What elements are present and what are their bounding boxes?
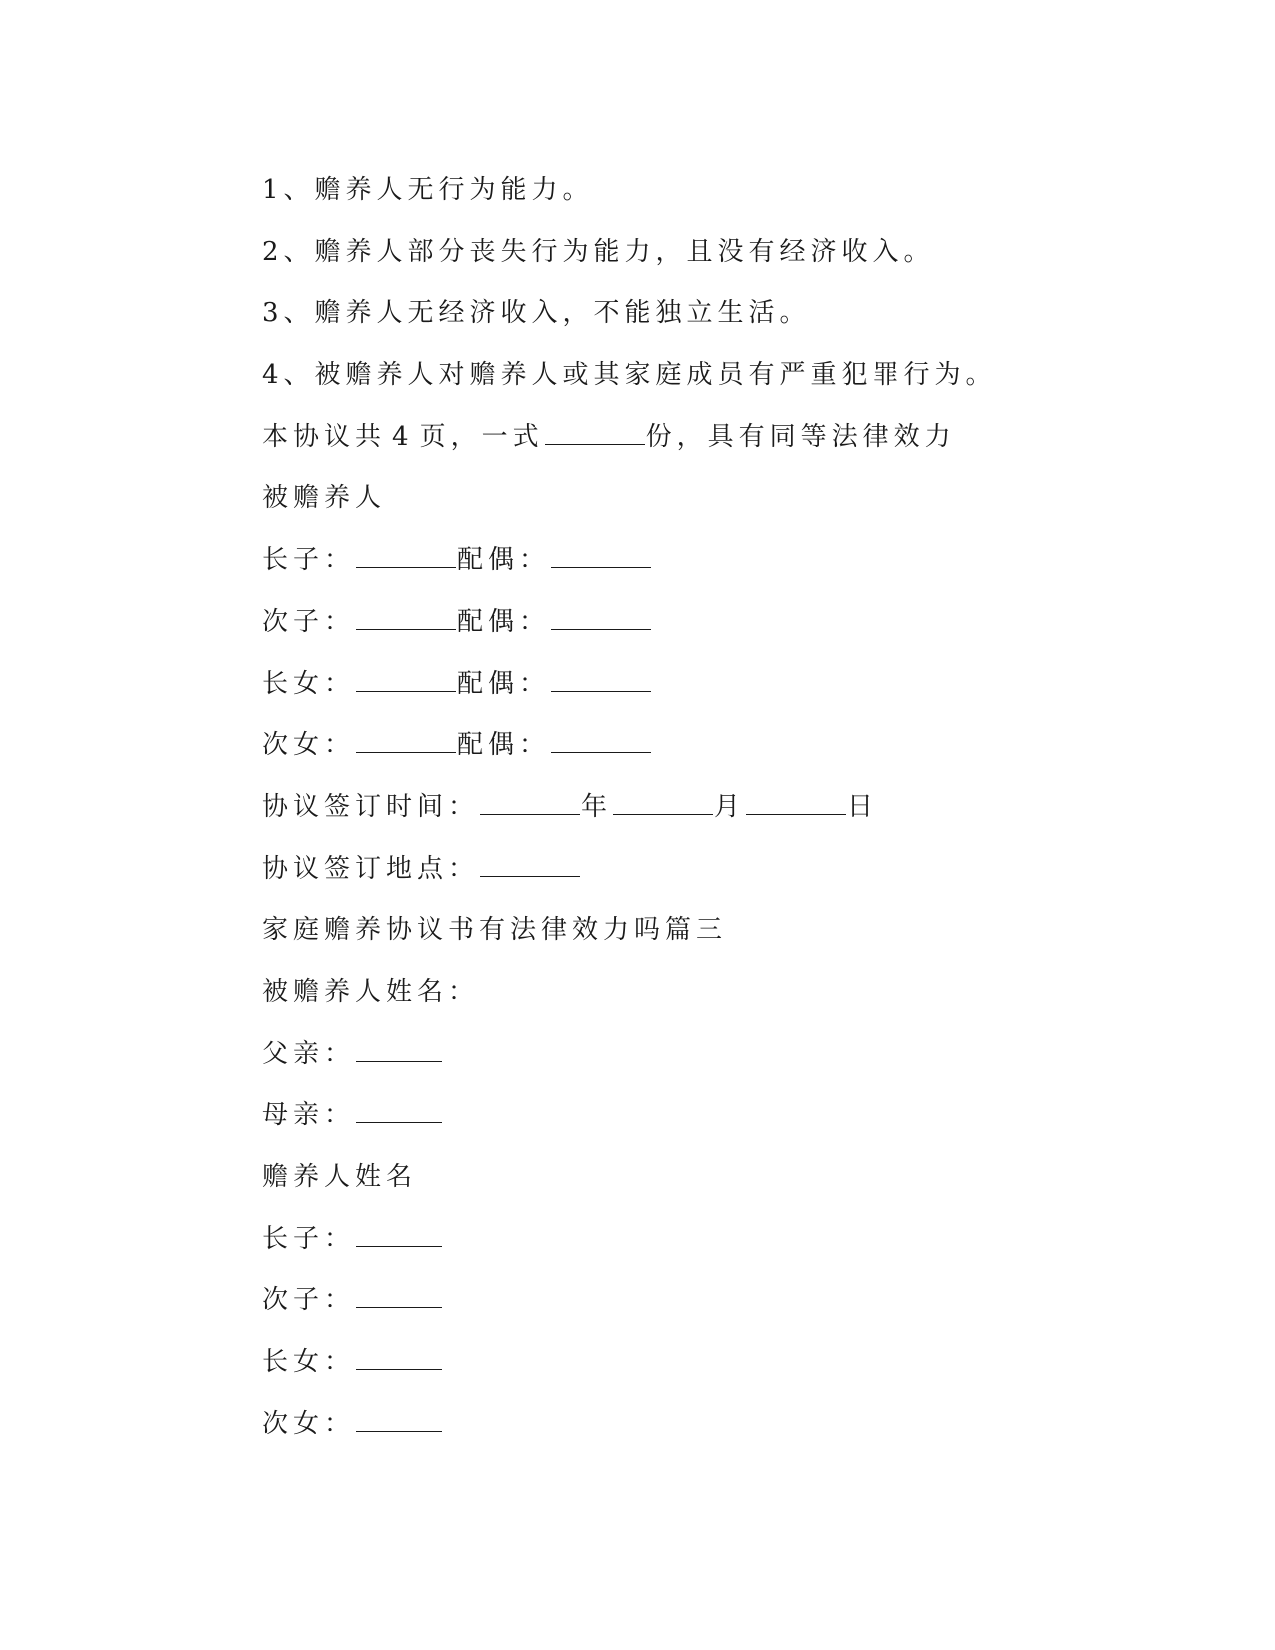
spouse-label: 配偶： [457, 606, 551, 637]
family-label: 长子： [262, 545, 356, 576]
sign-place-label: 协议签订地点： [262, 853, 480, 884]
family-row-second-son [262, 602, 1022, 664]
day-label: 日 [847, 791, 879, 822]
father-blank[interactable] [356, 1035, 442, 1062]
name-blank[interactable] [356, 665, 456, 692]
month-blank[interactable] [613, 788, 713, 815]
day-blank[interactable] [746, 788, 846, 815]
condition-item-2: 2、赡养人部分丧失行为能力，且没有经济收入。 [262, 236, 935, 267]
year-blank[interactable] [480, 788, 580, 815]
spouse-label: 配偶： [457, 545, 551, 576]
copies-text-after: 份，具有同等法律效力 [645, 421, 956, 452]
month-label: 月 [714, 791, 746, 822]
document-page [262, 170, 1022, 1465]
parent-row-father [262, 1034, 1022, 1096]
name-blank[interactable] [356, 603, 456, 630]
condition-item-3: 3、赡养人无经济收入，不能独立生活。 [262, 298, 811, 329]
copies-blank[interactable] [545, 418, 645, 445]
page-count: 4 [392, 421, 414, 452]
family-label: 次子： [262, 606, 356, 637]
sign-time-label: 协议签订时间： [262, 791, 480, 822]
family-row-eldest-daughter [262, 664, 1022, 726]
spouse-label: 配偶： [457, 668, 551, 699]
parent-label: 母亲： [262, 1100, 356, 1131]
mother-blank[interactable] [356, 1096, 442, 1123]
child-label: 次女： [262, 1408, 356, 1439]
supporter-name-label: 赡养人姓名 [262, 1162, 418, 1192]
name-blank[interactable] [356, 726, 456, 753]
sign-time-row [262, 787, 1022, 849]
year-label: 年 [581, 791, 613, 822]
spouse-blank[interactable] [551, 541, 651, 568]
copies-statement [262, 417, 1022, 479]
copies-text-middle: 页，一式 [419, 421, 544, 452]
child-blank[interactable] [356, 1343, 442, 1370]
supported-person-title: 被赡养人 [262, 483, 387, 514]
family-label: 次女： [262, 730, 356, 761]
condition-item-4: 4、被赡养人对赡养人或其家庭成员有严重犯罪行为。 [262, 360, 997, 391]
sign-place-row [262, 849, 1022, 911]
child-label: 次子： [262, 1285, 356, 1316]
spouse-label: 配偶： [457, 730, 551, 761]
child-row-second-daughter [262, 1404, 1022, 1466]
spouse-blank[interactable] [551, 726, 651, 753]
section-heading-3: 家庭赡养协议书有法律效力吗篇三 [262, 915, 728, 946]
condition-item-1: 1、赡养人无行为能力。 [262, 175, 594, 205]
spouse-blank[interactable] [551, 665, 651, 692]
child-label: 长女： [262, 1347, 356, 1378]
family-row-eldest-son [262, 540, 1022, 602]
family-label: 长女： [262, 668, 356, 699]
parent-label: 父亲： [262, 1038, 356, 1069]
child-row-second-son [262, 1280, 1022, 1342]
child-row-eldest-daughter [262, 1342, 1022, 1404]
family-row-second-daughter [262, 725, 1022, 787]
child-row-eldest-son [262, 1219, 1022, 1281]
child-blank[interactable] [356, 1281, 442, 1308]
supported-name-label: 被赡养人姓名： [262, 976, 480, 1007]
child-label: 长子： [262, 1223, 356, 1254]
child-blank[interactable] [356, 1405, 442, 1432]
name-blank[interactable] [356, 541, 456, 568]
place-blank[interactable] [480, 850, 580, 877]
copies-text-before: 本协议共 [262, 421, 387, 452]
parent-row-mother [262, 1095, 1022, 1157]
child-blank[interactable] [356, 1220, 442, 1247]
spouse-blank[interactable] [551, 603, 651, 630]
